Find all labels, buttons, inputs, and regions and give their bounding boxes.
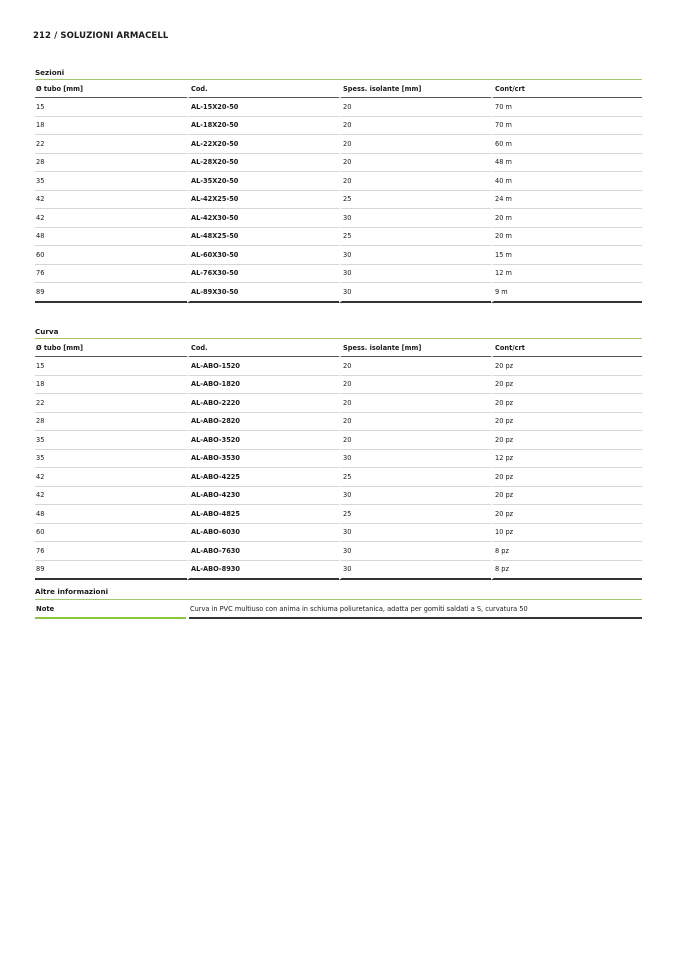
insulation-thickness-cell: 20 (339, 376, 491, 395)
tube-diameter-cell: 28 (35, 413, 187, 432)
note-text: Curva in PVC multiuso con anima in schiuma poliuretanica, adatta per gomiti saldati a S, curvatura 50 (189, 600, 642, 619)
table-row (35, 172, 642, 191)
tube-diameter-cell: 22 (35, 394, 187, 413)
tube-diameter-cell: 89 (35, 561, 187, 581)
column-header-tube-diameter: Ø tubo [mm] (35, 339, 187, 357)
units-per-carton-cell: 20 pz (491, 487, 642, 506)
column-header-insulation-thickness: Spess. isolante [mm] (339, 339, 491, 357)
units-per-carton-cell: 20 m (491, 228, 642, 247)
tube-diameter-cell: 48 (35, 228, 187, 247)
tube-diameter-cell: 15 (35, 357, 187, 376)
insulation-thickness-cell: 30 (339, 246, 491, 265)
units-per-carton-cell: 60 m (491, 135, 642, 154)
table-row (35, 283, 642, 303)
table-row (35, 98, 642, 117)
units-per-carton-cell: 12 pz (491, 450, 642, 469)
tube-diameter-cell: 60 (35, 246, 187, 265)
column-header-units-per-carton: Cont/crt (491, 80, 642, 98)
code-cell: AL-ABO-4230 (187, 487, 339, 506)
tube-diameter-cell: 76 (35, 542, 187, 561)
table-header-row (35, 339, 642, 357)
table-row (35, 487, 642, 506)
code-cell: AL-ABO-7630 (187, 542, 339, 561)
section-title: Curva (35, 325, 642, 339)
table-row (35, 561, 642, 581)
table-row (35, 228, 642, 247)
code-cell: AL-35X20-50 (187, 172, 339, 191)
units-per-carton-cell: 20 pz (491, 505, 642, 524)
code-cell: AL-ABO-3520 (187, 431, 339, 450)
table-row (35, 376, 642, 395)
column-header-code: Cod. (187, 339, 339, 357)
table-row (35, 413, 642, 432)
tube-diameter-cell: 60 (35, 524, 187, 543)
units-per-carton-cell: 20 m (491, 209, 642, 228)
insulation-thickness-cell: 20 (339, 394, 491, 413)
code-cell: AL-28X20-50 (187, 154, 339, 173)
table-row (35, 117, 642, 136)
insulation-thickness-cell: 25 (339, 468, 491, 487)
page-header: 212 / SOLUZIONI ARMACELL (33, 31, 169, 41)
column-header-units-per-carton: Cont/crt (491, 339, 642, 357)
code-cell: AL-48X25-50 (187, 228, 339, 247)
tube-diameter-cell: 35 (35, 431, 187, 450)
section-title: Altre informazioni (35, 584, 642, 600)
insulation-thickness-cell: 25 (339, 505, 491, 524)
note-row (35, 600, 642, 619)
tube-diameter-cell: 42 (35, 209, 187, 228)
tube-diameter-cell: 18 (35, 376, 187, 395)
table-row (35, 450, 642, 469)
code-cell: AL-ABO-1820 (187, 376, 339, 395)
code-cell: AL-60X30-50 (187, 246, 339, 265)
code-cell: AL-76X30-50 (187, 265, 339, 284)
insulation-thickness-cell: 20 (339, 98, 491, 117)
insulation-thickness-cell: 25 (339, 191, 491, 210)
units-per-carton-cell: 20 pz (491, 468, 642, 487)
code-cell: AL-ABO-4825 (187, 505, 339, 524)
curva-table (35, 339, 642, 580)
units-per-carton-cell: 70 m (491, 98, 642, 117)
column-header-code: Cod. (187, 80, 339, 98)
column-header-insulation-thickness: Spess. isolante [mm] (339, 80, 491, 98)
units-per-carton-cell: 20 pz (491, 413, 642, 432)
table-row (35, 209, 642, 228)
code-cell: AL-ABO-2820 (187, 413, 339, 432)
units-per-carton-cell: 20 pz (491, 431, 642, 450)
table-row (35, 191, 642, 210)
insulation-thickness-cell: 20 (339, 117, 491, 136)
insulation-thickness-cell: 30 (339, 209, 491, 228)
tube-diameter-cell: 22 (35, 135, 187, 154)
tube-diameter-cell: 42 (35, 191, 187, 210)
table-row (35, 431, 642, 450)
tube-diameter-cell: 18 (35, 117, 187, 136)
units-per-carton-cell: 15 m (491, 246, 642, 265)
table-row (35, 394, 642, 413)
code-cell: AL-42X25-50 (187, 191, 339, 210)
units-per-carton-cell: 8 pz (491, 561, 642, 581)
units-per-carton-cell: 9 m (491, 283, 642, 303)
insulation-thickness-cell: 20 (339, 431, 491, 450)
sezioni-section (35, 66, 642, 303)
other-info-section (35, 584, 642, 619)
sezioni-table (35, 80, 642, 303)
insulation-thickness-cell: 20 (339, 154, 491, 173)
insulation-thickness-cell: 30 (339, 524, 491, 543)
units-per-carton-cell: 10 pz (491, 524, 642, 543)
column-header-tube-diameter: Ø tubo [mm] (35, 80, 187, 98)
insulation-thickness-cell: 25 (339, 228, 491, 247)
tube-diameter-cell: 48 (35, 505, 187, 524)
units-per-carton-cell: 12 m (491, 265, 642, 284)
code-cell: AL-ABO-4225 (187, 468, 339, 487)
tube-diameter-cell: 42 (35, 487, 187, 506)
table-row (35, 505, 642, 524)
sezioni-table-body (35, 98, 642, 303)
insulation-thickness-cell: 20 (339, 413, 491, 432)
table-row (35, 524, 642, 543)
table-row (35, 468, 642, 487)
tube-diameter-cell: 35 (35, 172, 187, 191)
code-cell: AL-42X30-50 (187, 209, 339, 228)
insulation-thickness-cell: 30 (339, 542, 491, 561)
code-cell: AL-ABO-8930 (187, 561, 339, 581)
table-row (35, 154, 642, 173)
insulation-thickness-cell: 20 (339, 357, 491, 376)
tube-diameter-cell: 35 (35, 450, 187, 469)
code-cell: AL-22X20-50 (187, 135, 339, 154)
insulation-thickness-cell: 20 (339, 135, 491, 154)
units-per-carton-cell: 20 pz (491, 376, 642, 395)
tube-diameter-cell: 28 (35, 154, 187, 173)
code-cell: AL-ABO-3530 (187, 450, 339, 469)
insulation-thickness-cell: 30 (339, 450, 491, 469)
table-row (35, 357, 642, 376)
insulation-thickness-cell: 30 (339, 283, 491, 303)
table-row (35, 542, 642, 561)
code-cell: AL-89X30-50 (187, 283, 339, 303)
units-per-carton-cell: 24 m (491, 191, 642, 210)
tube-diameter-cell: 76 (35, 265, 187, 284)
units-per-carton-cell: 48 m (491, 154, 642, 173)
section-title: Sezioni (35, 66, 642, 80)
insulation-thickness-cell: 20 (339, 172, 491, 191)
units-per-carton-cell: 8 pz (491, 542, 642, 561)
tube-diameter-cell: 15 (35, 98, 187, 117)
units-per-carton-cell: 40 m (491, 172, 642, 191)
units-per-carton-cell: 20 pz (491, 357, 642, 376)
table-header-row (35, 80, 642, 98)
code-cell: AL-ABO-2220 (187, 394, 339, 413)
table-row (35, 135, 642, 154)
note-label: Note (35, 600, 186, 619)
code-cell: AL-18X20-50 (187, 117, 339, 136)
curva-table-body (35, 357, 642, 580)
tube-diameter-cell: 42 (35, 468, 187, 487)
tube-diameter-cell: 89 (35, 283, 187, 303)
table-row (35, 246, 642, 265)
table-row (35, 265, 642, 284)
code-cell: AL-15X20-50 (187, 98, 339, 117)
units-per-carton-cell: 70 m (491, 117, 642, 136)
curva-section (35, 325, 642, 580)
insulation-thickness-cell: 30 (339, 265, 491, 284)
insulation-thickness-cell: 30 (339, 487, 491, 506)
units-per-carton-cell: 20 pz (491, 394, 642, 413)
code-cell: AL-ABO-1520 (187, 357, 339, 376)
code-cell: AL-ABO-6030 (187, 524, 339, 543)
insulation-thickness-cell: 30 (339, 561, 491, 581)
